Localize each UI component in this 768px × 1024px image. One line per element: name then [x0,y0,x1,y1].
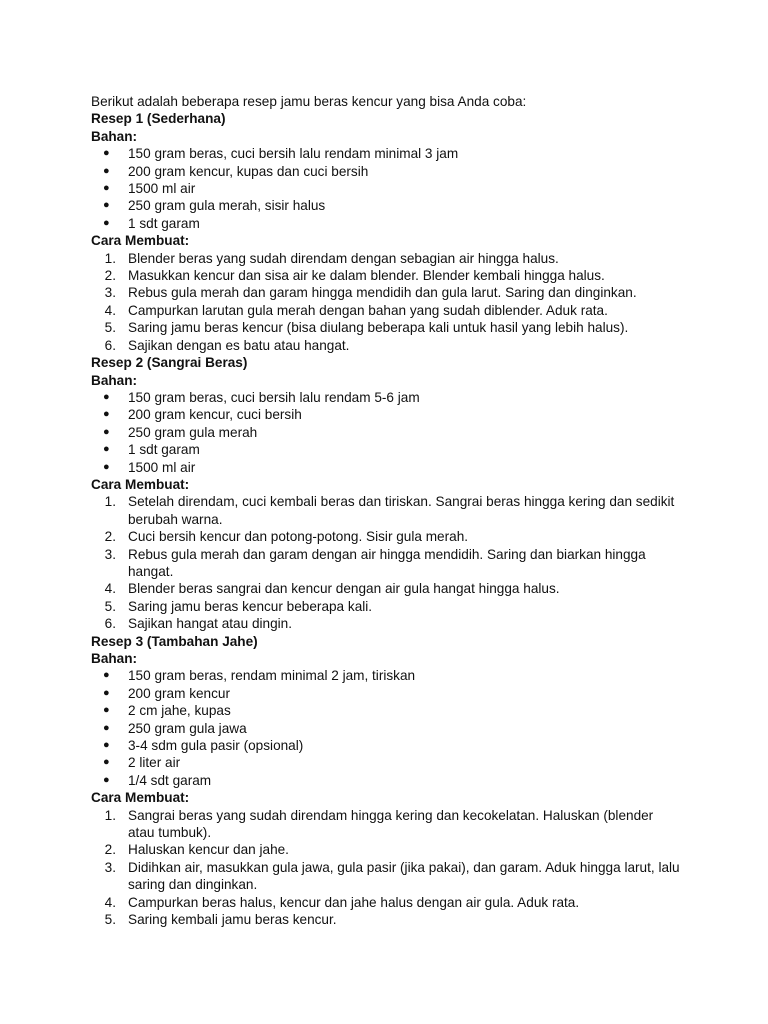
step-text: Setelah direndam, cuci kembali beras dan tiriskan. Sangrai beras hingga kering dan sedikit berubah warna. [128,494,675,527]
step-text: Sangrai beras yang sudah direndam hingga kering dan kecokelatan. Haluskan (blender atau tumbuk). [128,807,654,841]
recipe-list [91,110,681,928]
step-number: 4. [104,894,116,910]
step-item [91,546,681,581]
ingredient-text: 200 gram kencur [128,685,231,701]
ingredients-list [91,389,681,476]
step-number: 5. [104,912,116,928]
step-item [91,580,681,597]
step-item [91,911,681,928]
ingredient-text: 150 gram beras, rendam minimal 2 jam, tiriskan [128,668,416,684]
step-item [91,337,681,354]
ingredient-text: 1 sdt garam [128,442,200,458]
step-number: 3. [104,859,116,875]
step-item [91,284,681,301]
ingredients-list [91,145,681,232]
step-item [91,319,681,336]
bullet-icon: ● [103,216,110,229]
step-text: Campurkan beras halus, kencur dan jahe halus dengan air gula. Aduk rata. [128,894,580,910]
step-number: 6. [104,616,116,632]
steps-heading: Cara Membuat: [91,790,190,806]
ingredient-text: 250 gram gula merah, sisir halus [128,198,326,214]
step-item [91,598,681,615]
step-text: Sajikan hangat atau dingin. [128,616,293,632]
step-item [91,615,681,632]
step-item [91,894,681,911]
step-item [91,841,681,858]
ingredients-heading: Bahan: [91,372,138,388]
ingredient-item [91,754,681,771]
step-item [91,250,681,267]
ingredient-text: 3-4 sdm gula pasir (opsional) [128,738,304,754]
ingredients-list [91,667,681,789]
step-text: Rebus gula merah dan garam dengan air hingga mendidih. Saring dan biarkan hingga hangat. [128,546,646,579]
step-number: 2. [104,529,116,545]
ingredient-text: 150 gram beras, cuci bersih lalu rendam 5-6 jam [128,389,420,405]
step-number: 4. [104,581,116,597]
step-text: Rebus gula merah dan garam hingga mendidih dan gula larut. Saring dan dinginkan. [128,285,637,301]
ingredient-item [91,667,681,684]
ingredient-item [91,197,681,214]
step-text: Saring jamu beras kencur beberapa kali. [128,598,373,614]
steps-list [91,807,681,929]
step-number: 2. [104,268,116,284]
ingredient-item [91,215,681,232]
step-text: Sajikan dengan es batu atau hangat. [128,337,350,353]
ingredient-item [91,180,681,197]
step-item [91,859,681,894]
step-text: Campurkan larutan gula merah dengan bahan yang sudah diblender. Aduk rata. [128,302,608,318]
bullet-icon: ● [103,686,110,699]
ingredients-heading: Bahan: [91,651,138,666]
ingredient-item [91,389,681,406]
step-text: Haluskan kencur dan jahe. [128,842,289,858]
step-number: 3. [104,285,116,301]
step-text: Blender beras yang sudah direndam dengan sebagian air hingga halus. [128,250,559,266]
step-number: 4. [104,302,116,318]
step-text: Masukkan kencur dan sisa air ke dalam blender. Blender kembali hingga halus. [128,268,605,284]
bullet-icon: ● [103,408,110,421]
step-number: 1. [104,250,116,266]
step-text: Saring kembali jamu beras kencur. [128,912,337,928]
ingredient-item [91,145,681,162]
recipe-section [91,354,681,633]
ingredient-text: 1500 ml air [128,459,196,475]
ingredient-item [91,720,681,737]
step-number: 1. [104,807,116,823]
recipe-title: Resep 1 (Sederhana) [91,111,226,127]
recipe-title: Resep 2 (Sangrai Beras) [91,355,248,371]
step-text: Didihkan air, masukkan gula jawa, gula pasir (jika pakai), dan garam. Aduk hingga larut, lalu saring dan dinginkan. [128,859,680,893]
recipe-title: Resep 3 (Tambahan Jahe) [91,633,258,649]
ingredient-item [91,424,681,441]
ingredient-text: 1500 ml air [128,181,196,197]
step-number: 6. [104,337,116,353]
ingredient-text: 2 cm jahe, kupas [128,703,231,719]
step-item [91,528,681,545]
bullet-icon: ● [103,425,110,438]
step-text: Cuci bersih kencur dan potong-potong. Sisir gula merah. [128,529,469,545]
step-number: 1. [104,494,116,510]
step-text: Saring jamu beras kencur (bisa diulang beberapa kali untuk hasil yang lebih halus). [128,320,629,336]
ingredient-text: 2 liter air [128,755,181,771]
ingredient-item [91,163,681,180]
intro-text: Berikut adalah beberapa resep jamu beras kencur yang bisa Anda coba: [91,94,527,109]
recipe-section [91,110,681,354]
ingredient-text: 150 gram beras, cuci bersih lalu rendam minimal 3 jam [128,146,459,162]
step-item [91,493,681,528]
ingredients-heading: Bahan: [91,128,138,144]
ingredient-item [91,685,681,702]
bullet-icon: ● [103,147,110,160]
bullet-icon: ● [103,704,110,717]
step-text: Blender beras sangrai dan kencur dengan air gula hangat hingga halus. [128,581,560,597]
bullet-icon: ● [103,739,110,752]
ingredient-text: 200 gram kencur, kupas dan cuci bersih [128,163,369,179]
step-number: 2. [104,842,116,858]
bullet-icon: ● [103,443,110,456]
ingredient-item [91,459,681,476]
document-body [91,93,681,929]
bullet-icon: ● [103,182,110,195]
ingredient-item [91,702,681,719]
steps-heading: Cara Membuat: [91,233,190,249]
step-number: 5. [104,598,116,614]
bullet-icon: ● [103,721,110,734]
step-item [91,267,681,284]
ingredient-text: 1 sdt garam [128,215,200,231]
steps-list [91,493,681,632]
step-number: 3. [104,546,116,562]
ingredient-text: 1/4 sdt garam [128,772,212,788]
bullet-icon: ● [103,390,110,403]
step-number: 5. [104,320,116,336]
step-item [91,807,681,842]
ingredient-item [91,737,681,754]
steps-list [91,250,681,354]
bullet-icon: ● [103,756,110,769]
bullet-icon: ● [103,199,110,212]
ingredient-item [91,406,681,423]
bullet-icon: ● [103,773,110,786]
ingredient-text: 250 gram gula jawa [128,720,247,736]
step-item [91,302,681,319]
steps-heading: Cara Membuat: [91,476,190,492]
ingredient-item [91,441,681,458]
ingredient-text: 200 gram kencur, cuci bersih [128,407,302,423]
bullet-icon: ● [103,164,110,177]
bullet-icon: ● [103,669,110,682]
bullet-icon: ● [103,460,110,473]
recipe-section [91,633,681,929]
ingredient-item [91,772,681,789]
ingredient-text: 250 gram gula merah [128,424,258,440]
